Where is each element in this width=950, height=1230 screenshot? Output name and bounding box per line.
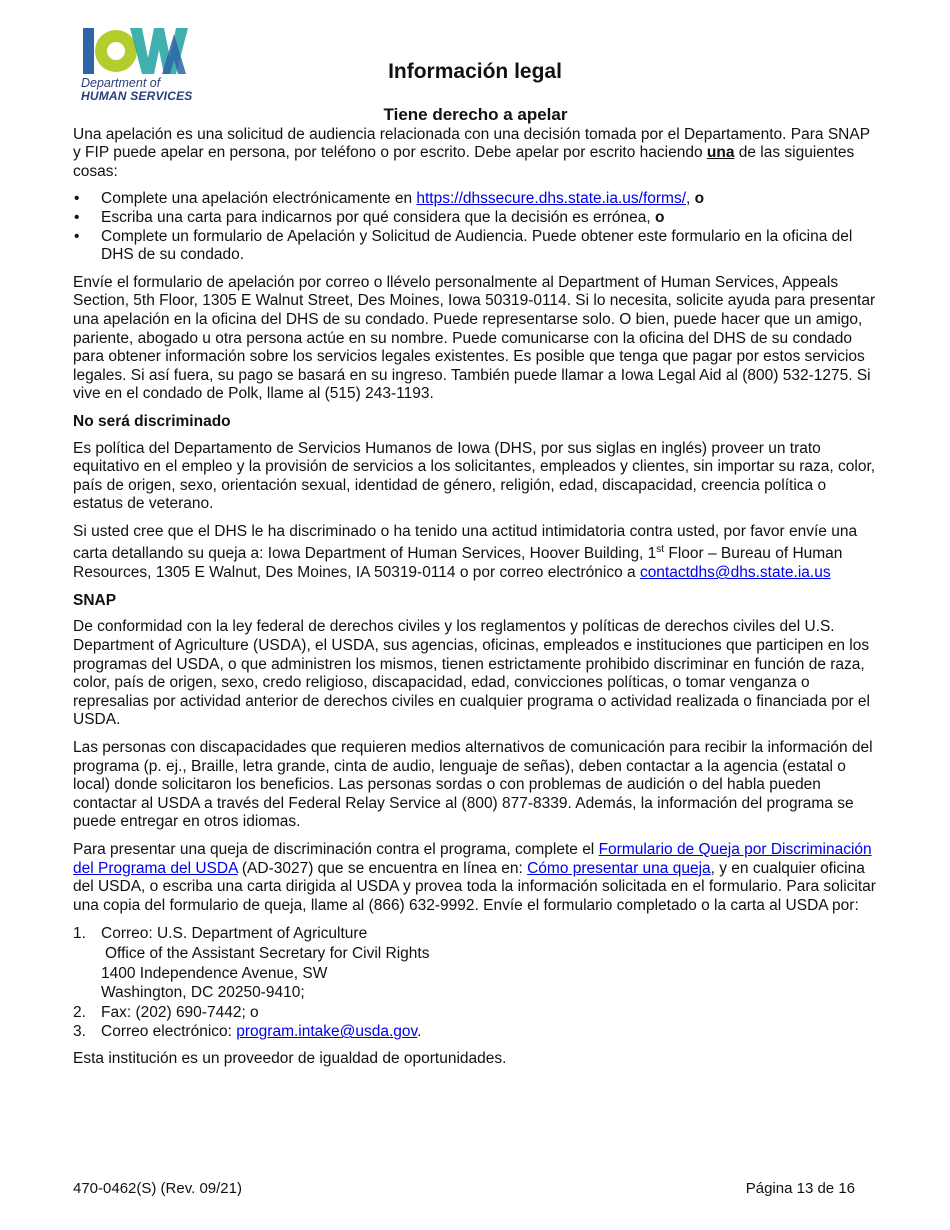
- snap-complaint: Para presentar una queja de discriminación contra el programa, complete el Formulario de Queja por Discriminación del Programa del USDA (AD-3027) que se encuentra en línea en: Cómo presentar una queja, y en cualquier oficina del USDA, o escriba una carta dirigida al USDA y provea toda la información solicitada en el formulario. Para solicitar una copia del formulario de queja, llame al (866) 632-9992. Envíe el formulario completado o la carta al USDA por:: [73, 840, 876, 914]
- snap-accessibility: Las personas con discapacidades que requieren medios alternativos de comunicación para recibir la información del programa (p. ej., Braille, letra grande, cinta de audio, lenguaje de señas), deben contactar a la agencia (estatal o local) donde solicitaron los beneficios. Las personas sordas o con problemas de audición o del habla pueden contactar al USDA a través del Federal Relay Service al (800) 877-8339. Además, la información del programa se puede entregar en otros idiomas.: [73, 738, 873, 831]
- how-to-file-link[interactable]: Cómo presentar una queja: [527, 859, 711, 877]
- appeal-heading: Tiene derecho a apelar: [383, 105, 568, 124]
- discrimination-policy: Es política del Departamento de Servicios Humanos de Iowa (DHS, por sus siglas en inglés) proveer un trato equitativo en el empleo y la provisión de servicios a los solicitantes, empleados y clientes, sin importar su raza, color, país de origen, sexo, orientación sexual, identidad de género, religión, edad, discapacidad, creencia política o estatus de veterano.: [73, 439, 876, 513]
- logo-human-services-text: HUMAN SERVICES: [81, 89, 193, 103]
- list-item: • Complete una apelación electrónicamente en https://dhssecure.dhs.state.ia.us/forms/, o: [73, 190, 878, 209]
- list-item: 2. Fax: (202) 690-7442; o: [73, 1003, 259, 1021]
- page-number: Página 13 de 16: [745, 1180, 855, 1197]
- list-item: 1. Correo: U.S. Department of Agriculture Office of the Assistant Secretary for Civil Rights 1400 Independence Avenue, SW Washington, DC 20250-9410;: [73, 925, 430, 1002]
- equal-opportunity-statement: Esta institución es un proveedor de igualdad de oportunidades.: [73, 1049, 507, 1067]
- discrimination-heading: No será discriminado: [73, 412, 231, 430]
- submission-methods-list: [73, 924, 878, 1042]
- contact-email-link[interactable]: contactdhs@dhs.state.ia.us: [639, 564, 831, 582]
- appeal-options-list: [73, 190, 878, 264]
- document-body: [73, 106, 878, 1077]
- usda-complaint-form-link[interactable]: Formulario de Queja por Discriminación del Programa del USDA: [73, 840, 872, 877]
- appeal-form-link[interactable]: https://dhssecure.dhs.state.ia.us/forms/: [416, 190, 687, 208]
- snap-civil-rights: De conformidad con la ley federal de derechos civiles y los reglamentos y políticas de derechos civiles del U.S. Department of Agriculture (USDA), el USDA, sus agencias, oficinas, empleados e instituciones que participen en los programas del USDA, o que administren los mismos, tienen estrictamente prohibido discriminar en función de raza, color, país de origen, sexo, credo religioso, discapacidad, edad, convicciones políticas, o tomar venganza o represalias por actividad anterior de derechos civiles en cualquier programa o actividad realizada o financiada por el USDA.: [73, 618, 870, 729]
- discrimination-complaint: Si usted cree que el DHS le ha discriminado o ha tenido una actitud intimidatoria contra usted, por favor envíe una carta detallando su queja a: Iowa Department of Human Services, Hoover Building, 1st Floor – Bureau of Human Resources, 1305 E Walnut, Des Moines, IA 50319-0114 o por correo electrónico a contactdhs@dhs.state.ia.us: [73, 522, 858, 582]
- snap-heading: SNAP: [73, 591, 117, 609]
- usda-email-link[interactable]: program.intake@usda.gov: [236, 1023, 418, 1041]
- appeal-mail-paragraph: Envíe el formulario de apelación por correo o llévelo personalmente al Department of Human Services, Appeals Section, 5th Floor, 1305 E Walnut Street, Des Moines, Iowa 50319-0114. Si lo necesita, solicite ayuda para presentar una apelación en la oficina del DHS de su condado. Puede representarse solo. O bien, puede hacer que un amigo, pariente, abogado u otra persona actúe en su nombre. Puede comunicarse con la oficina del DHS de su condado para obtener información sobre los servicios legales existentes. Es posible que tenga que pagar por estos servicios legales. Si así fuera, su pago se basará en su ingreso. También puede llamar a Iowa Legal Aid al (800) 532-1275. Si vive en el condado de Polk, llame al (515) 243-1193.: [73, 273, 876, 403]
- list-item: • Complete un formulario de Apelación y Solicitud de Audiencia. Puede obtener este formulario en la oficina del DHS de su condado.: [73, 228, 878, 265]
- page-title: Información legal: [388, 60, 562, 83]
- list-item: 3. Correo electrónico: program.intake@usda.gov.: [73, 1023, 422, 1041]
- logo-department-text: Department of: [81, 76, 161, 90]
- emphasis-one: una: [706, 144, 735, 162]
- list-item: • Escriba una carta para indicarnos por qué considera que la decisión es errónea, o: [73, 209, 878, 228]
- form-number: 470-0462(S) (Rev. 09/21): [73, 1180, 242, 1197]
- appeal-intro: Una apelación es una solicitud de audiencia relacionada con una decisión tomada por el Departamento. Para SNAP y FIP puede apelar en persona, por teléfono o por escrito. Debe apelar por escrito haciendo una de las siguientes cosas:: [73, 125, 870, 180]
